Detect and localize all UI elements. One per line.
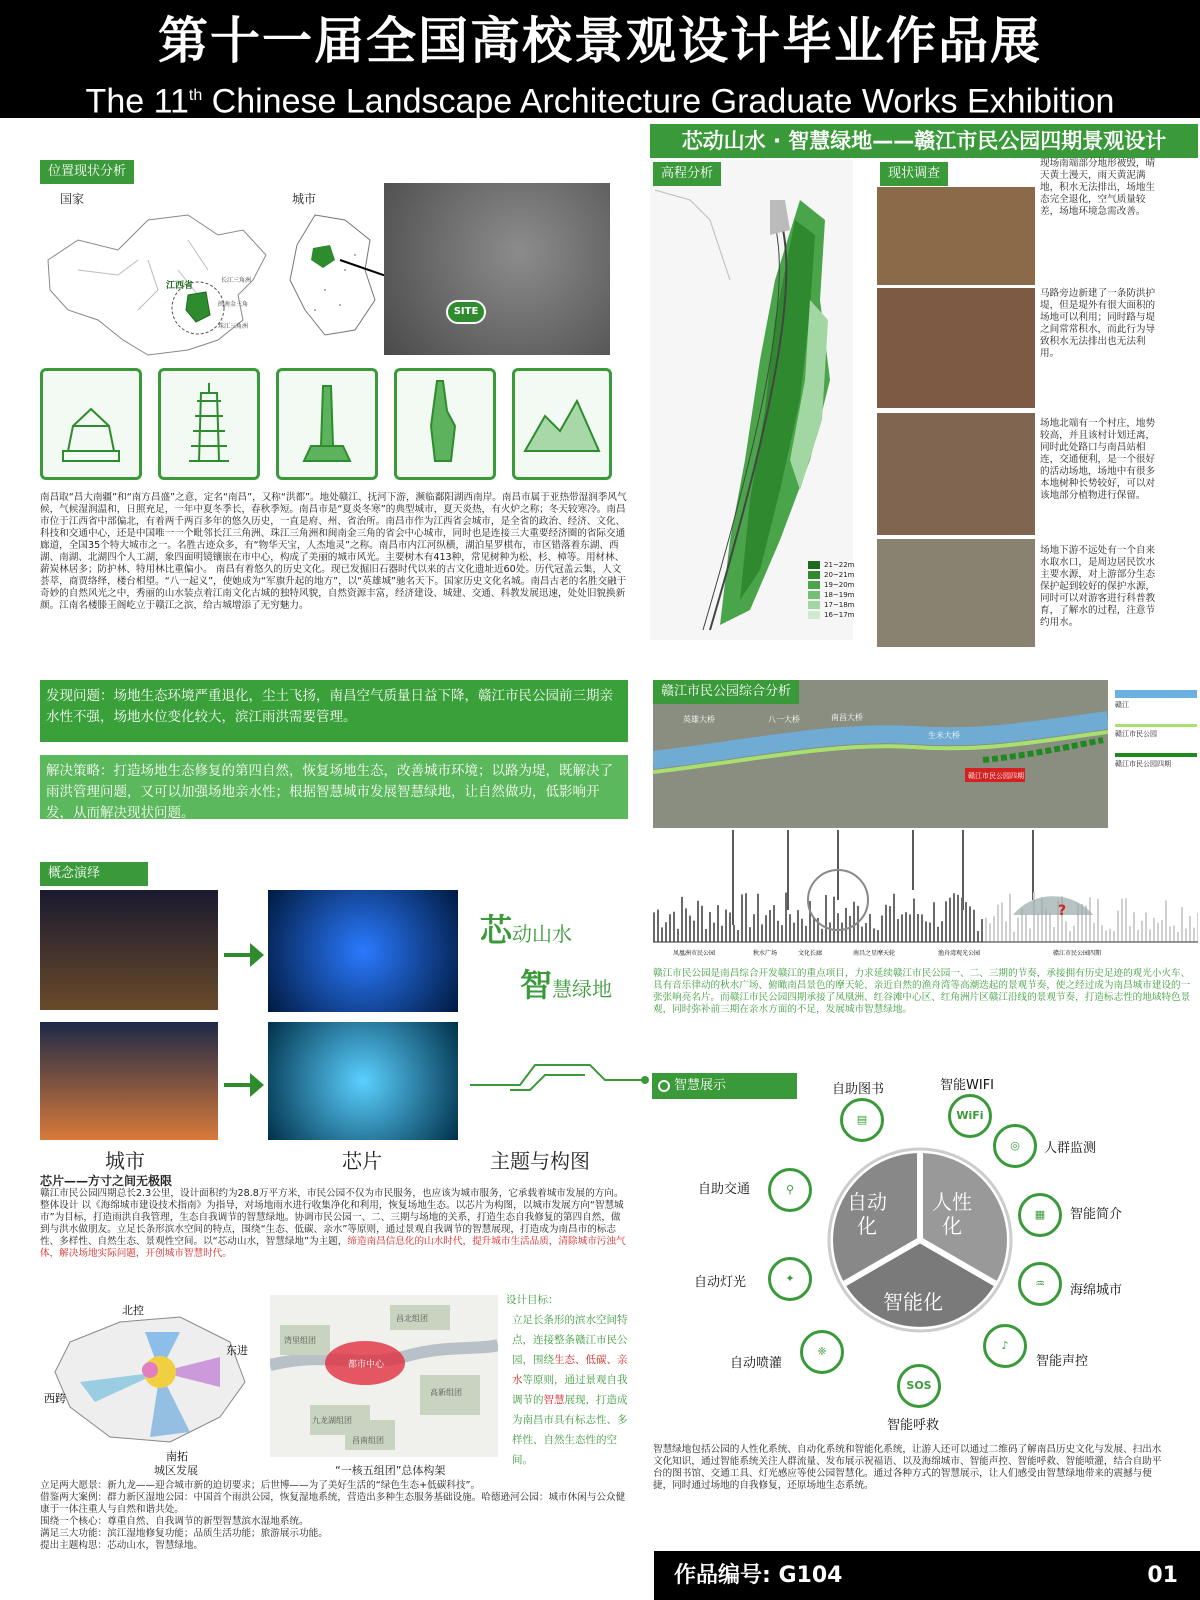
section-park-analysis: 赣江市民公园综合分析 xyxy=(653,680,799,704)
problem-box: 发现问题：场地生态环境严重退化，尘土飞扬，南昌空气质量日益下降，赣江市民公园前三期亲水性不强，场地水位变化较大，滨江雨洪需要管理。 xyxy=(40,680,628,742)
skyline-building xyxy=(905,912,907,942)
design-goal-title: 设计目标： xyxy=(506,1294,559,1306)
skyline-building xyxy=(1097,899,1099,942)
skyline-building xyxy=(953,893,955,942)
legend-label: 21~22m xyxy=(824,561,855,569)
skyline-building xyxy=(869,914,871,942)
dir-west: 西跨 xyxy=(44,1392,66,1405)
page-number: 01 xyxy=(1147,1563,1178,1588)
skyline-label: 秋水广场 xyxy=(753,950,778,957)
skyline-building xyxy=(1181,907,1183,942)
wheel-auto: 自动化 xyxy=(847,1190,887,1238)
skyline-building xyxy=(977,931,979,942)
skyline-building xyxy=(765,915,767,942)
skyline-building xyxy=(1173,925,1175,942)
site-marker: SITE xyxy=(446,300,486,324)
pagoda-icon xyxy=(161,371,257,477)
note-line: 提出主题构思：芯动山水，智慧绿地。 xyxy=(40,1540,204,1551)
skyline-building xyxy=(1105,931,1107,942)
skyline-building xyxy=(717,905,719,942)
legend-swatch xyxy=(808,571,820,579)
skyline-building xyxy=(873,928,875,942)
skyline-building xyxy=(733,925,735,942)
skyline-building xyxy=(1193,928,1195,942)
skyline-building xyxy=(729,913,731,942)
skyline-diagram xyxy=(653,830,1198,962)
group-label: 昌北组团 xyxy=(396,1314,428,1323)
section-elevation: 高程分析 xyxy=(653,162,721,186)
skyline-building xyxy=(937,927,939,942)
wifi-icon[interactable]: WiFi xyxy=(948,1094,992,1138)
dir-east: 东进 xyxy=(226,1344,248,1357)
skyline-building xyxy=(1185,929,1187,942)
svg-text:?: ? xyxy=(1058,903,1067,919)
caption-framework: “一核五组团”总体构架 xyxy=(335,1464,446,1477)
landmark-mountain xyxy=(512,368,612,480)
legend-swatch xyxy=(808,581,820,589)
group-label: 湾里组团 xyxy=(284,1336,316,1345)
wheel-intelligent: 智能化 xyxy=(883,1290,943,1314)
framework-diagram xyxy=(270,1295,498,1457)
skyline-building xyxy=(789,914,791,942)
skyline-building xyxy=(745,893,747,942)
skyline-building xyxy=(1117,911,1119,942)
skyline-building xyxy=(1177,932,1179,942)
skyline-building xyxy=(1029,928,1031,942)
core-label: 都市中心 xyxy=(348,1360,385,1370)
skyline-building xyxy=(993,916,995,942)
skyline-building xyxy=(941,921,943,942)
skyline-building xyxy=(677,929,679,942)
smart-label: 自助交通 xyxy=(698,1182,751,1197)
legend-phase4: 赣江市民公园四期 xyxy=(1115,760,1171,768)
skyline-building xyxy=(1121,899,1123,942)
section-smart-box xyxy=(652,1073,797,1099)
label-city: 城市 xyxy=(292,192,317,206)
smart-label: 智能呼救 xyxy=(887,1418,940,1433)
skyline-building xyxy=(1069,931,1071,942)
survey-photo-2 xyxy=(877,288,1035,408)
exhibition-title-en: The 11th Chinese Landscape Architecture Graduate Works Exhibition xyxy=(85,82,1115,121)
elevation-legend-item xyxy=(808,570,855,580)
landmark-monument xyxy=(276,368,378,480)
concept-body: 赣江市民公园四期总长2.3公里，设计面积约为28.8万平方米，市民公园不仅为市民服务，也应该为城市服务，它承载着城市发展的方向。整体设计 以《海绵城市建设技术指南》为指导，对场地雨水进行收集净化和利用，恢复场地生态。以芯片为构图，以城市发展方向“智慧城市”为目标，打造雨洪自我管理，生态自我调节的智慧绿地。协调市民公园一、二、三期与场地的关系，打造生态自我修复的第四自然，做到与洪水做朋友。立足长条形滨水空间的特点，围绕“生态、低碳、亲水”等原则，通过景观自我调节的智慧展现，打造成为南昌市的标志性、多样性、自然生态、景观性空间。以“芯动山水，智慧绿地”为主题，缔造南昌信息化的山水时代，提升城市生活品质，清除城市污浊气体，解决场地实际问题，开创城市智慧时代。 xyxy=(40,1188,626,1259)
framework-map xyxy=(270,1295,498,1457)
legend-label: 20~21m xyxy=(824,571,855,579)
landmark-cards xyxy=(40,368,612,486)
voice-control-icon[interactable]: ♪ xyxy=(983,1324,1027,1368)
exhibition-header xyxy=(0,0,1200,121)
skyline-building xyxy=(665,922,667,942)
landmark-tengwang-pavilion xyxy=(40,368,142,480)
skyline-building xyxy=(1189,916,1191,942)
survey-photo-1 xyxy=(877,187,1035,285)
skyline-label: 凤凰洲市民公园 xyxy=(673,950,716,957)
arrow-icon xyxy=(222,1065,266,1105)
dir-north: 北控 xyxy=(122,1304,144,1317)
park-analysis-text: 赣江市民公园是南昌综合开发赣江的重点项目，力求延续赣江市民公园一、二、三期的节奏，承接拥有历史足迹的观光小火车、具有音乐律动的秋水广场、俯瞰南昌景色的摩天轮、亲近自然的渔舟湾等高潮迭起的景观节奏，使之经过成为南昌城市建设的一张张响亮名片。而赣江市民公园四期承接了凤凰洲、红谷滩中心区、红角洲片区赣江沿线的景观节奏，打造标志性的地域特色景观，同时弥补前三期在亲水方面的不足，发展城市智慧绿地。 xyxy=(653,968,1191,1015)
skyline-building xyxy=(669,914,671,942)
survey-photo-4 xyxy=(877,539,1035,647)
region-minnan: 闽南金三角 xyxy=(218,301,249,308)
skyline-building xyxy=(1149,929,1151,942)
city-photo-1 xyxy=(40,890,218,1010)
skyline-building xyxy=(685,908,687,942)
smart-label: 智能简介 xyxy=(1070,1207,1123,1222)
skyline-building xyxy=(693,921,695,942)
skyline-building xyxy=(849,916,851,942)
skyline-building xyxy=(825,895,827,942)
skyline-building xyxy=(757,894,759,942)
skyline-building xyxy=(945,901,947,942)
landmark-statue xyxy=(394,368,496,480)
survey-text-2: 马路旁边新建了一条防洪护堤，但是堤外有很大面积的场地可以利用；同时路与堤之间常常积水，而此行为导致积水无法排出也无法利用。 xyxy=(1040,288,1156,359)
skyline-building xyxy=(681,897,683,942)
landmark-pagoda xyxy=(158,368,260,480)
skyline-building xyxy=(1025,914,1027,942)
footer-bar xyxy=(654,1551,1200,1600)
skyline-building xyxy=(797,910,799,942)
skyline-building xyxy=(673,912,675,942)
skyline-building xyxy=(701,906,703,942)
region-pearl: 珠江三角洲 xyxy=(218,323,249,330)
skyline-building xyxy=(949,898,951,942)
pavilion-icon xyxy=(43,371,139,477)
section-survey: 现状调查 xyxy=(880,162,948,186)
sprinkler-icon[interactable]: ❈ xyxy=(800,1330,844,1374)
dir-south: 南拓 xyxy=(166,1450,188,1462)
sponge-city-icon[interactable]: ♒ xyxy=(1018,1262,1062,1306)
skyline-building xyxy=(1197,913,1198,942)
skyline-building xyxy=(933,902,935,942)
legend-label: 17~18m xyxy=(824,601,855,609)
skyline-building xyxy=(1053,927,1055,942)
skyline-building xyxy=(877,930,879,942)
skyline-building xyxy=(969,906,971,942)
skyline-building xyxy=(901,914,903,942)
skyline-building xyxy=(833,897,835,942)
design-goal-text: 立足长条形的滨水空间特点，连接整条赣江市民公园，围绕生态、低碳、亲水等原则，通过景观自我调节的智慧展现，打造成为南昌市具有标志性、多样性、自然生态性的空间。 xyxy=(512,1314,628,1466)
legend-river: 赣江 xyxy=(1115,701,1129,709)
elevation-legend-item xyxy=(808,590,855,600)
brain-circuit-image xyxy=(268,890,458,1012)
theme-line-1: 芯动山水 xyxy=(480,911,573,949)
skyline-building xyxy=(821,929,823,942)
skyline-building xyxy=(1005,921,1007,942)
smart-label: 自助图书 xyxy=(832,1082,885,1097)
skyline-building xyxy=(961,898,963,942)
mountain-icon xyxy=(515,371,609,477)
solution-box: 解决策略：打造场地生态修复的第四自然，恢复场地生态，改善城市环境；以路为堤，既解决了雨洪管理问题，又可以加强场地亲水性；根据智慧城市发展智慧绿地，让自然做功，低影响开发，从而解决现状问题。 xyxy=(40,755,628,819)
concept-subtitle: 芯片——方寸之间无极限 xyxy=(40,1174,173,1188)
skyline-building xyxy=(761,924,763,942)
label-city: 城市 xyxy=(105,1149,145,1173)
skyline-building xyxy=(837,913,839,942)
exhibition-title-cn: 第十一届全国高校景观设计毕业作品展 xyxy=(158,12,1042,70)
skyline-building xyxy=(1093,923,1095,942)
legend-phase4-swatch xyxy=(1115,753,1197,757)
bridge-label: 英雄大桥 xyxy=(683,715,715,724)
qrcode-icon[interactable]: ▦ xyxy=(1018,1193,1062,1237)
skyline-building xyxy=(973,910,975,942)
skyline-label: 南昌之星摩天轮 xyxy=(853,950,896,957)
sos-icon[interactable]: SOS xyxy=(897,1364,941,1408)
skyline-building xyxy=(885,905,887,942)
section-concept: 概念演绎 xyxy=(40,862,148,886)
smart-label: 智能WIFI xyxy=(940,1078,994,1093)
section-location: 位置现状分析 xyxy=(40,160,134,184)
skyline-building xyxy=(689,916,691,942)
skyline-building xyxy=(861,927,863,942)
skyline-building xyxy=(657,910,659,942)
skyline-building xyxy=(1113,931,1115,942)
skyline-building xyxy=(845,908,847,942)
caption-city-development: 城区发展 xyxy=(154,1464,198,1477)
skyline-building xyxy=(653,912,655,942)
note-line: 满足三大功能：滨江湿地修复功能；品质生活功能；旅游展示功能。 xyxy=(40,1528,328,1539)
group-label: 九龙湖组团 xyxy=(312,1416,352,1425)
skyline-building xyxy=(1153,918,1155,942)
city-development-map xyxy=(40,1302,265,1462)
legend-swatch xyxy=(808,611,820,619)
work-number: 作品编号: G104 xyxy=(674,1563,843,1588)
skyline-building xyxy=(965,902,967,942)
legend-swatch xyxy=(808,601,820,609)
legend-park: 赣江市民公园 xyxy=(1115,730,1157,738)
bottom-notes xyxy=(40,1480,628,1552)
theme-line-2: 智慧绿地 xyxy=(520,966,613,1004)
group-label: 昌南组团 xyxy=(352,1436,384,1445)
skyline-building xyxy=(841,923,843,942)
skyline-building xyxy=(1141,921,1143,942)
elevation-legend xyxy=(808,560,855,620)
city-photo-2 xyxy=(40,1022,218,1140)
elevation-legend-item xyxy=(808,560,855,570)
project-title: 芯动山水 · 智慧绿地——赣江市民公园四期景观设计 xyxy=(650,124,1198,158)
skyline-building xyxy=(921,914,923,942)
skyline-label: 文化长廊 xyxy=(798,950,823,957)
park-legend xyxy=(1115,690,1197,769)
skyline-building xyxy=(813,918,815,942)
skyline-building xyxy=(741,894,743,942)
survey-text-1: 现场南端部分地形被毁，晴天黄土漫天，雨天黄泥满地，积水无法排出，场地生态完全退化，空气质量较差，场地环境急需改善。 xyxy=(1040,158,1156,217)
skyline-building xyxy=(1009,894,1011,942)
park-site-tag: 赣江市民公园四期 xyxy=(968,772,1024,780)
survey-photo-3 xyxy=(877,413,1035,535)
site-aerial-photo xyxy=(384,183,610,355)
skyline-building xyxy=(793,923,795,942)
skyline-label: 渔舟湾观光公园 xyxy=(938,950,981,957)
skyline-building xyxy=(805,926,807,942)
elevation-legend-item xyxy=(808,600,855,610)
smart-label: 智能声控 xyxy=(1036,1354,1089,1369)
crowd-monitor-icon[interactable]: ◎ xyxy=(993,1124,1037,1168)
legend-label: 16~17m xyxy=(824,611,855,619)
skyline-building xyxy=(785,893,787,942)
bridge-label: 南昌大桥 xyxy=(831,713,863,722)
skyline-building xyxy=(853,902,855,942)
skyline-building xyxy=(1073,926,1075,942)
skyline-label: 赣江市民公园四期 xyxy=(1053,950,1102,957)
label-chip: 芯片 xyxy=(342,1149,382,1173)
skyline-building xyxy=(1161,920,1163,942)
skyline-building xyxy=(985,918,987,942)
skyline-building xyxy=(1001,903,1003,942)
skyline-building xyxy=(889,906,891,942)
skyline-building xyxy=(1013,932,1015,942)
book-icon[interactable]: ▤ xyxy=(840,1098,884,1142)
monument-icon xyxy=(279,371,375,477)
skyline-building xyxy=(1049,913,1051,942)
skyline-building xyxy=(769,910,771,942)
label-theme: 主题与构图 xyxy=(490,1149,590,1173)
bulb-icon[interactable]: ✦ xyxy=(768,1257,812,1301)
legend-river-swatch xyxy=(1115,690,1197,698)
legend-label: 19~20m xyxy=(824,581,855,589)
chip-image xyxy=(268,1022,458,1140)
bridge-label: 八一大桥 xyxy=(768,715,800,724)
skyline-building xyxy=(721,926,723,942)
skyline-building xyxy=(989,923,991,942)
skyline-building xyxy=(709,912,711,942)
skyline-building xyxy=(909,914,911,942)
note-line: 借鉴两大案例：群力新区湿地公园：中国首个雨洪公园，恢复湿地系统，营造出多种生态服务基础设施。哈德逊河公园：城市休闲与公众健康于一体注重人与自然和谐共处。 xyxy=(40,1492,626,1515)
skyline-building xyxy=(801,919,803,942)
location-intro: 南昌取“昌大南疆”和“南方昌盛”之意，定名“南昌”，又称“洪都”。地处赣江、抚河下游，濒临鄱阳湖西南岸。南昌市属于亚热带湿润季风气候，气候湿润温和，日照充足，一年中夏冬季长，春秋季短。南昌市是“夏炎冬寒”的典型城市，夏天炎热，有火炉之称；冬天较寒冷。南昌市位于江西省中部偏北，有着两千两百多年的悠久历史，一直是府、州、省治所。南昌市作为江西省会城市，是全省的政治、经济、文化、科技和交通中心，还是中国唯一一个毗邻长江三角洲、珠江三角洲和闽南金三角的省会中心城市，同时也是连接三大重要经济圈的省际交通廊道，全国35个特大城市之一。名胜古迹众多，有“物华天宝，人杰地灵”之称。南昌市内江河纵横，湖泊星罗棋布，市区错落着东湖、西湖、南湖、北湖四个人工湖，象四面明镜镶嵌在市中心，构成了美丽的城市风光。主要树木有413种，常见树种为松、杉、樟等。用材林、薪炭林居多；防护林、特用林比重偏小。 南昌有着悠久的历史文化。现已发掘旧石器时代以来的古文化遗址近60处。历代冠盖云集，人文荟萃，商贾络绎，楼台相望。“八一起义”，使她成为“军旗升起的地方”，以“英雄城”驰名天下。国家历史文化名城。南昌古老的名胜交融于奇妙的自然风光之中，秀丽的山水装点着江南文化古城的独特风貌，自然资源丰富，经济建设、城建、交通、科教发展迅速，处处旧貌换新颜。江南名楼滕王阁屹立于赣江之滨，给古城增添了无穷魅力。 xyxy=(40,492,627,611)
skyline-building xyxy=(957,895,959,942)
skyline-building xyxy=(777,921,779,942)
elevation-legend-item xyxy=(808,580,855,590)
smart-label: 海绵城市 xyxy=(1070,1283,1123,1298)
skyline-building xyxy=(981,919,983,942)
skyline-building xyxy=(1037,914,1039,942)
label-country: 国家 xyxy=(60,192,85,206)
legend-swatch xyxy=(808,591,820,599)
skyline-building xyxy=(705,929,707,942)
smart-text: 智慧绿地包括公园的人性化系统、自动化系统和智能化系统，让游人还可以通过二维码了解南昌历史文化与发展、扫出水文化知识，通过智能系统关注人群流量、发布展示祝福语、以及海绵城市、智能声控、智能呼救、智能喷灌，结合自助平台的图书馆、交通工具、灯光感应等使公园智慧化。通过各种方式的智慧展示，让人们感受由智慧绿地带来的震撼与便捷，同时通过场地的自我修复，还原场地生态系统。 xyxy=(653,1444,1162,1491)
survey-text-3: 场地北端有一个村庄，地势较高，并且该村计划迁离，同时此处路口与南昌站相连，交通便利，是一个很好的活动场地，场地中有很多本地树种长势较好，可以对该地部分植物进行保留。 xyxy=(1040,418,1156,501)
section-smart: 智慧展示 xyxy=(654,1075,795,1097)
skyline-building xyxy=(1109,929,1111,942)
note-line: 围绕一个核心：尊重自然、自我调节的新型智慧滨水湿地系统。 xyxy=(40,1516,309,1527)
skyline-building xyxy=(865,923,867,942)
skyline-building xyxy=(1129,926,1131,942)
skyline-building xyxy=(1169,927,1171,942)
skyline-building xyxy=(753,914,755,942)
skyline-building xyxy=(1101,925,1103,942)
skyline-building xyxy=(997,905,999,942)
skyline-building xyxy=(1065,921,1067,942)
note-line: 立足两大愿景：新九龙——迎合城市新的迫切要求；后世博——为了美好生活的“绿色生态+低碳科技”。 xyxy=(40,1480,481,1491)
smart-label: 自动喷灌 xyxy=(730,1356,783,1371)
skyline-building xyxy=(773,905,775,942)
skyline-building xyxy=(917,914,919,942)
skyline-building xyxy=(1125,898,1127,942)
skyline-building xyxy=(1157,923,1159,942)
skyline-building xyxy=(749,927,751,942)
skyline-building xyxy=(913,898,915,942)
skyline-building xyxy=(881,916,883,942)
skyline-building xyxy=(1133,912,1135,942)
skyline-building xyxy=(925,921,927,942)
legend-label: 18~19m xyxy=(824,591,855,599)
skyline-building xyxy=(897,919,899,942)
skyline-building xyxy=(1145,912,1147,942)
skyline-building xyxy=(893,894,895,942)
skyline-building xyxy=(1089,897,1091,942)
wheel-human: 人性化 xyxy=(932,1190,972,1238)
province-label: 江西省 xyxy=(166,281,194,291)
bridge-label: 生米大桥 xyxy=(928,731,960,740)
skyline-building xyxy=(713,923,715,942)
section-bullet-icon xyxy=(658,1080,670,1092)
skyline-building xyxy=(661,927,663,942)
skyline-building xyxy=(697,901,699,942)
smart-label: 人群监测 xyxy=(1044,1141,1097,1156)
china-map xyxy=(38,200,278,360)
statue-icon xyxy=(397,371,493,477)
survey-text-4: 场地下游不远处有一个自来水取水口，是周边居民饮水主要水源，对上游部分生态保护起到较好的保护水源，同时可以对游客进行科普教育，了解水的过程，注意节约用水。 xyxy=(1040,545,1156,628)
skyline-building xyxy=(1137,930,1139,942)
circuit-line xyxy=(470,1040,650,1100)
elevation-legend-item xyxy=(808,610,855,620)
group-label: 高新组团 xyxy=(430,1388,462,1397)
legend-swatch xyxy=(808,561,820,569)
legend-park-swatch xyxy=(1115,724,1197,727)
skyline-building xyxy=(1017,918,1019,942)
skyline-building xyxy=(781,925,783,942)
skyline-building xyxy=(1165,900,1167,942)
skyline-building xyxy=(737,930,739,942)
bike-icon[interactable]: ⚲ xyxy=(768,1168,812,1212)
skyline-building xyxy=(725,910,727,942)
region-yangtze: 长江三角洲 xyxy=(221,277,252,284)
arrow-icon xyxy=(222,935,266,975)
smart-label: 自动灯光 xyxy=(694,1275,747,1290)
skyline-building xyxy=(929,923,931,942)
skyline-building xyxy=(829,922,831,942)
